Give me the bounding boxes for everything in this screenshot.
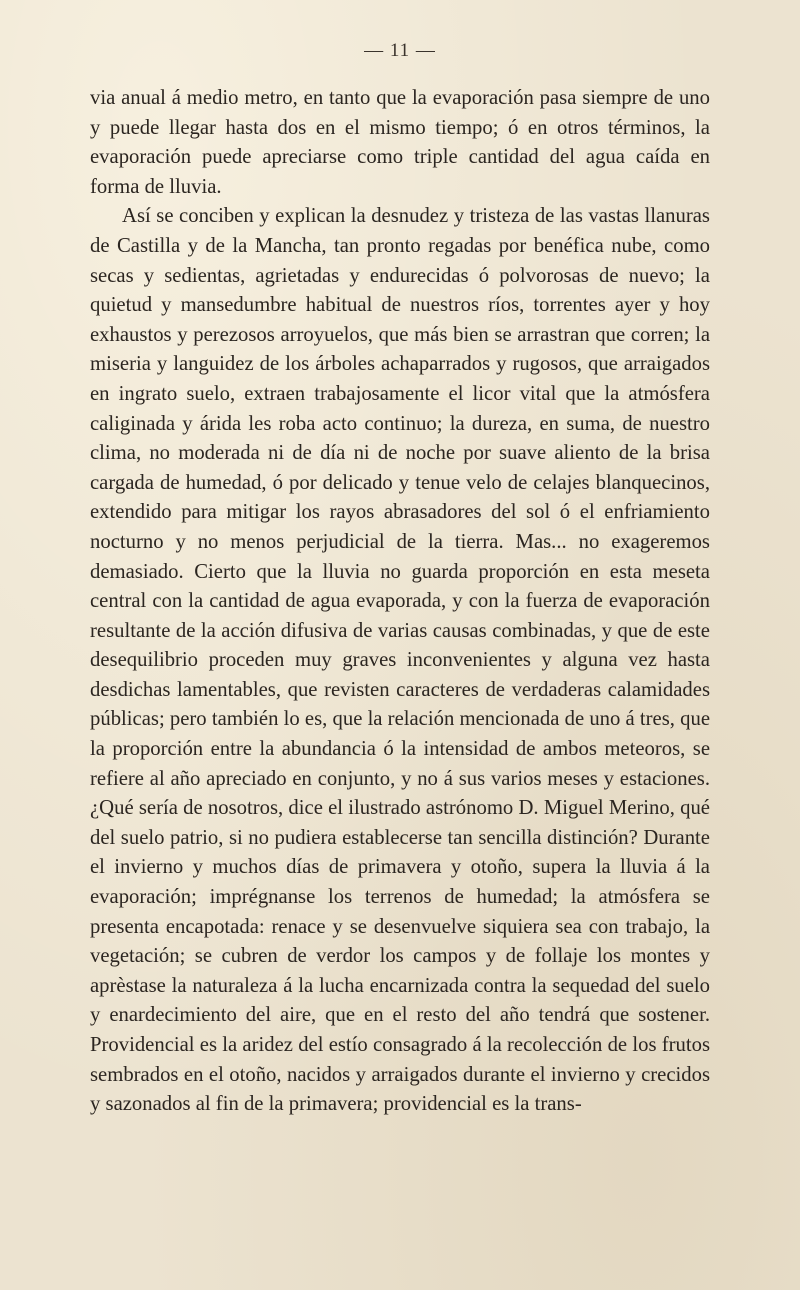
paragraph-2: Así se conciben y explican la desnudez y tristeza de las vastas llanuras de Castilla y de la Mancha, tan pronto regadas por benéfica nube, como secas y sedientas, agrietadas y endurecidas ó polvorosas de nuevo; la quietud y mansedumbre habitual de nuestros ríos, torrentes ayer y hoy exhaustos y perezosos arroyuelos, que más bien se arrastran que corren; la miseria y languidez de los árboles achaparrados y rugosos, que arraigados en ingrato suelo, extraen trabajosamente el licor vital que la atmósfera caliginada y árida les roba acto continuo; la dureza, en suma, de nuestro clima, no moderada ni de día ni de noche por suave aliento de la brisa cargada de humedad, ó por delicado y tenue velo de celajes blanquecinos, extendido para mitigar los rayos abrasadores del sol ó el enfriamiento nocturno y no menos perjudicial de la tierra. Mas... no exageremos demasiado. Cierto que la lluvia no guarda proporción en esta meseta central con la cantidad de agua evaporada, y con la fuerza de evaporación resultante de la acción difusiva de varias causas combinadas, y que de este desequilibrio proceden muy graves inconvenientes y alguna vez hasta desdichas lamentables, que revisten caracteres de verdaderas calamidades públicas; pero también lo es, que la relación mencionada de uno á tres, que la proporción entre la abundancia ó la intensidad de ambos meteoros, se refiere al año apreciado en conjunto, y no á sus varios meses y estaciones. ¿Qué sería de nosotros, dice el ilustrado astrónomo D. Miguel Merino, qué del suelo patrio, si no pudiera establecerse tan sencilla distinción? Durante el invierno y muchos días de primavera y otoño, supera la lluvia á la evaporación; imprégnanse los terrenos de humedad; la atmósfera se presenta encapotada: renace y se desenvuelve siquiera sea con trabajo, la vegetación; se cubren de verdor los campos y de follaje los montes y aprèstase la naturaleza á la lucha encarnizada contra la sequedad del suelo y enardecimiento del aire, que en el resto del año tendrá que sostener. Providencial es la aridez del estío consagrado á la recolección de los frutos sembrados en el otoño, nacidos y arraigados durante el invierno y crecidos y sazonados al fin de la primavera; providencial es la trans- <box>90 205 710 1116</box>
body-text <box>90 84 710 1120</box>
page-header: — 11 — <box>364 40 436 61</box>
paragraph-1: via anual á medio metro, en tanto que la evaporación pasa siempre de uno y puede llegar hasta dos en el mismo tiempo; ó en otros términos, la evaporación puede apreciarse como triple cantidad del agua caída en forma de lluvia. <box>90 87 710 198</box>
